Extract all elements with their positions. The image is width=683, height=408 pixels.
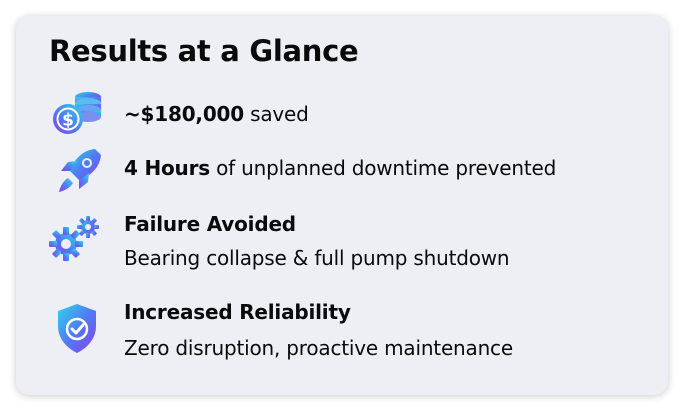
shield-check-icon (48, 300, 106, 358)
dollar-coins-icon (50, 86, 108, 144)
downtime-text: of unplanned downtime prevented (209, 156, 557, 180)
savings-text: saved (243, 102, 309, 126)
gears-icon (46, 212, 104, 270)
card-title: Results at a Glance (49, 34, 359, 68)
downtime-line (124, 156, 556, 180)
reliability-detail: Zero disruption, proactive maintenance (124, 336, 513, 360)
downtime-hours: 4 Hours (124, 156, 210, 180)
results-card (16, 16, 668, 395)
reliability-heading: Increased Reliability (124, 300, 351, 324)
failure-heading: Failure Avoided (124, 212, 296, 236)
savings-amount: ~$180,000 (124, 102, 244, 126)
svg-text:$: $ (62, 110, 74, 131)
savings-line (124, 102, 309, 126)
rocket-icon (50, 144, 108, 202)
failure-detail: Bearing collapse & full pump shutdown (124, 246, 510, 270)
